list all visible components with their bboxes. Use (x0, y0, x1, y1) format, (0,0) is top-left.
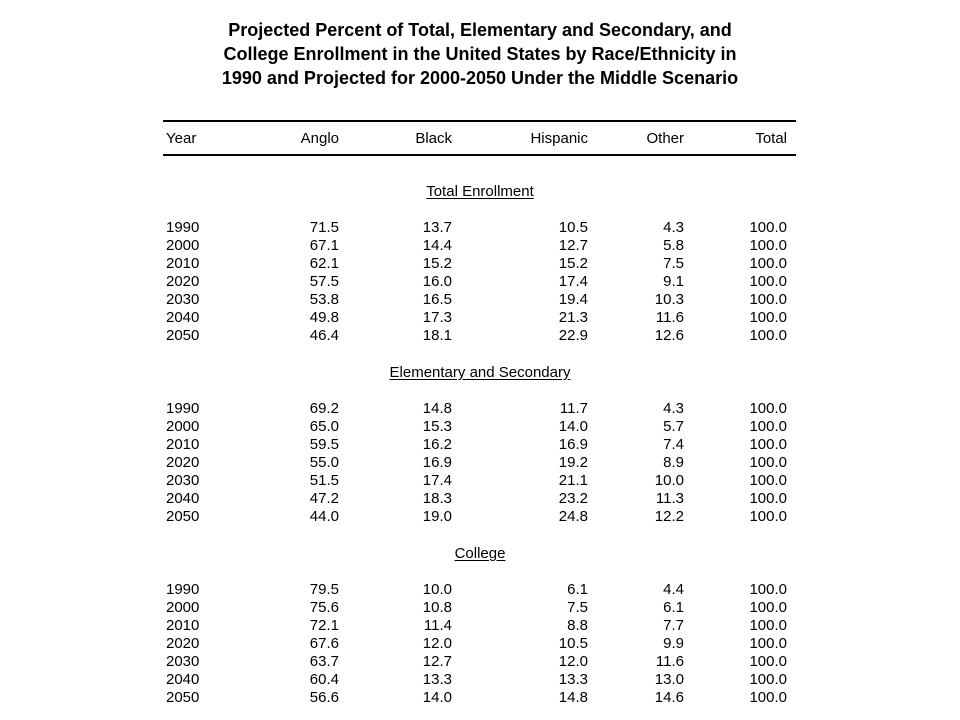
table-cell-year: 2020 (166, 273, 200, 290)
title-line-3: 1990 and Projected for 2000-2050 Under the Middle Scenario (221, 68, 739, 88)
table-cell-other: 13.0 (654, 671, 684, 688)
table-cell-hispanic: 19.2 (558, 454, 588, 471)
table-cell-total: 100.0 (749, 653, 787, 670)
table-cell-hispanic: 22.9 (558, 327, 588, 344)
table-cell-anglo: 47.2 (309, 490, 339, 507)
table-cell-hispanic: 24.8 (558, 508, 588, 525)
table-cell-year: 2040 (166, 671, 200, 688)
table-cell-black: 15.3 (422, 418, 452, 435)
section-heading (0, 545, 960, 563)
table-cell-other: 5.7 (663, 418, 684, 435)
table-cell-year: 2030 (166, 291, 200, 308)
table-cell-hispanic: 10.5 (558, 219, 588, 236)
table-cell-year: 2020 (166, 635, 200, 652)
table-cell-black: 17.3 (422, 309, 452, 326)
table-cell-year: 2050 (166, 689, 200, 706)
table-cell-black: 11.4 (423, 617, 452, 634)
table-cell-year: 1990 (166, 219, 200, 236)
table-cell-black: 16.0 (422, 273, 452, 290)
table-cell-other: 8.9 (663, 454, 684, 471)
table-cell-black: 16.9 (422, 454, 452, 471)
table-cell-hispanic: 8.8 (567, 617, 588, 634)
table-cell-hispanic: 14.0 (558, 418, 588, 435)
table-cell-total: 100.0 (749, 454, 787, 471)
table-cell-year: 2000 (166, 599, 200, 616)
section-heading-label: Total Enrollment (426, 183, 534, 200)
table-cell-total: 100.0 (749, 472, 787, 489)
table-cell-anglo: 53.8 (309, 291, 339, 308)
table-cell-hispanic: 17.4 (558, 273, 588, 290)
table-cell-total: 100.0 (749, 237, 787, 254)
section-heading-label: Elementary and Secondary (389, 364, 571, 381)
table-cell-total: 100.0 (749, 508, 787, 525)
table-cell-year: 2000 (166, 418, 200, 435)
table-cell-other: 7.7 (663, 617, 684, 634)
table-cell-hispanic: 12.0 (558, 653, 588, 670)
table-cell-other: 4.3 (663, 219, 684, 236)
column-header-black: Black (415, 130, 452, 147)
table-cell-anglo: 60.4 (309, 671, 339, 688)
table-cell-black: 14.8 (422, 400, 452, 417)
column-header-year: Year (166, 130, 197, 147)
table-cell-other: 7.4 (663, 436, 684, 453)
table-cell-black: 14.0 (422, 689, 452, 706)
table-cell-anglo: 65.0 (309, 418, 339, 435)
title-line-1: Projected Percent of Total, Elementary and Secondary, and (228, 20, 732, 40)
table-cell-year: 2050 (166, 327, 200, 344)
table-cell-anglo: 46.4 (309, 327, 339, 344)
table-cell-hispanic: 10.5 (558, 635, 588, 652)
table-cell-black: 12.7 (422, 653, 452, 670)
table-cell-anglo: 72.1 (309, 617, 339, 634)
table-cell-total: 100.0 (749, 255, 787, 272)
table-cell-black: 10.0 (422, 581, 452, 598)
table-cell-total: 100.0 (749, 617, 787, 634)
table-cell-year: 2030 (166, 472, 200, 489)
table-cell-anglo: 71.5 (309, 219, 339, 236)
table-cell-other: 14.6 (654, 689, 684, 706)
table-cell-total: 100.0 (749, 309, 787, 326)
table-cell-total: 100.0 (749, 327, 787, 344)
column-header-other: Other (646, 130, 684, 147)
table-cell-other: 7.5 (663, 255, 684, 272)
table-cell-year: 2000 (166, 237, 200, 254)
table-cell-total: 100.0 (749, 436, 787, 453)
section-heading-label: College (454, 545, 506, 562)
table-cell-total: 100.0 (749, 689, 787, 706)
table-cell-black: 10.8 (422, 599, 452, 616)
table-cell-anglo: 49.8 (309, 309, 339, 326)
column-header-total: Total (755, 130, 787, 147)
table-cell-anglo: 75.6 (309, 599, 339, 616)
column-header-hispanic: Hispanic (530, 130, 588, 147)
table-cell-hispanic: 16.9 (558, 436, 588, 453)
table-cell-black: 13.3 (422, 671, 452, 688)
page-title (0, 18, 960, 90)
table-cell-black: 19.0 (422, 508, 452, 525)
table-cell-other: 12.2 (654, 508, 684, 525)
table-cell-anglo: 79.5 (309, 581, 339, 598)
table-cell-hispanic: 7.5 (567, 599, 588, 616)
table-cell-year: 1990 (166, 400, 200, 417)
table-cell-total: 100.0 (749, 635, 787, 652)
table-cell-anglo: 51.5 (309, 472, 339, 489)
table-cell-black: 16.5 (422, 291, 452, 308)
table-cell-year: 2040 (166, 490, 200, 507)
section-heading (0, 183, 960, 201)
table-cell-hispanic: 11.7 (559, 400, 588, 417)
table-cell-total: 100.0 (749, 581, 787, 598)
table-cell-black: 15.2 (422, 255, 452, 272)
table-cell-total: 100.0 (749, 400, 787, 417)
table-cell-other: 6.1 (663, 599, 684, 616)
table-cell-black: 13.7 (422, 219, 452, 236)
table-cell-hispanic: 19.4 (558, 291, 588, 308)
table-cell-anglo: 57.5 (309, 273, 339, 290)
table-cell-hispanic: 12.7 (558, 237, 588, 254)
table-cell-total: 100.0 (749, 671, 787, 688)
table-cell-anglo: 63.7 (309, 653, 339, 670)
section-heading (0, 364, 960, 382)
title-line-2: College Enrollment in the United States by Race/Ethnicity in (223, 44, 737, 64)
table-cell-anglo: 56.6 (309, 689, 339, 706)
table-cell-total: 100.0 (749, 418, 787, 435)
table-cell-other: 12.6 (654, 327, 684, 344)
table-cell-year: 2030 (166, 653, 200, 670)
table-cell-hispanic: 23.2 (558, 490, 588, 507)
table-cell-other: 11.6 (655, 309, 684, 326)
table-cell-total: 100.0 (749, 273, 787, 290)
table-cell-black: 12.0 (422, 635, 452, 652)
table-cell-hispanic: 13.3 (558, 671, 588, 688)
table-cell-other: 4.4 (663, 581, 684, 598)
table-cell-year: 2010 (166, 617, 200, 634)
table-cell-black: 18.1 (422, 327, 452, 344)
table-cell-black: 17.4 (422, 472, 452, 489)
table-cell-hispanic: 15.2 (558, 255, 588, 272)
table-cell-hispanic: 14.8 (558, 689, 588, 706)
table-cell-black: 18.3 (422, 490, 452, 507)
table-cell-anglo: 55.0 (309, 454, 339, 471)
table-cell-other: 10.3 (654, 291, 684, 308)
table-cell-hispanic: 6.1 (567, 581, 588, 598)
table-cell-anglo: 69.2 (309, 400, 339, 417)
table-cell-anglo: 67.1 (309, 237, 339, 254)
table-cell-hispanic: 21.3 (558, 309, 588, 326)
table-cell-year: 2020 (166, 454, 200, 471)
table-top-rule (163, 120, 796, 122)
table-header-rule (163, 154, 796, 156)
table-cell-total: 100.0 (749, 291, 787, 308)
table-cell-other: 4.3 (663, 400, 684, 417)
column-header-anglo: Anglo (300, 130, 339, 147)
table-cell-year: 2010 (166, 255, 200, 272)
table-cell-anglo: 44.0 (309, 508, 339, 525)
table-cell-year: 2050 (166, 508, 200, 525)
table-cell-total: 100.0 (749, 599, 787, 616)
table-cell-other: 11.6 (655, 653, 684, 670)
table-cell-anglo: 59.5 (309, 436, 339, 453)
table-cell-anglo: 62.1 (309, 255, 339, 272)
table-cell-other: 10.0 (654, 472, 684, 489)
table-cell-hispanic: 21.1 (558, 472, 588, 489)
table-cell-other: 9.9 (663, 635, 684, 652)
table-cell-other: 9.1 (663, 273, 684, 290)
table-cell-other: 11.3 (655, 490, 684, 507)
table-cell-black: 16.2 (422, 436, 452, 453)
table-cell-year: 1990 (166, 581, 200, 598)
table-cell-black: 14.4 (422, 237, 452, 254)
table-cell-year: 2010 (166, 436, 200, 453)
table-cell-year: 2040 (166, 309, 200, 326)
table-cell-anglo: 67.6 (309, 635, 339, 652)
table-cell-total: 100.0 (749, 219, 787, 236)
table-cell-other: 5.8 (663, 237, 684, 254)
table-cell-total: 100.0 (749, 490, 787, 507)
